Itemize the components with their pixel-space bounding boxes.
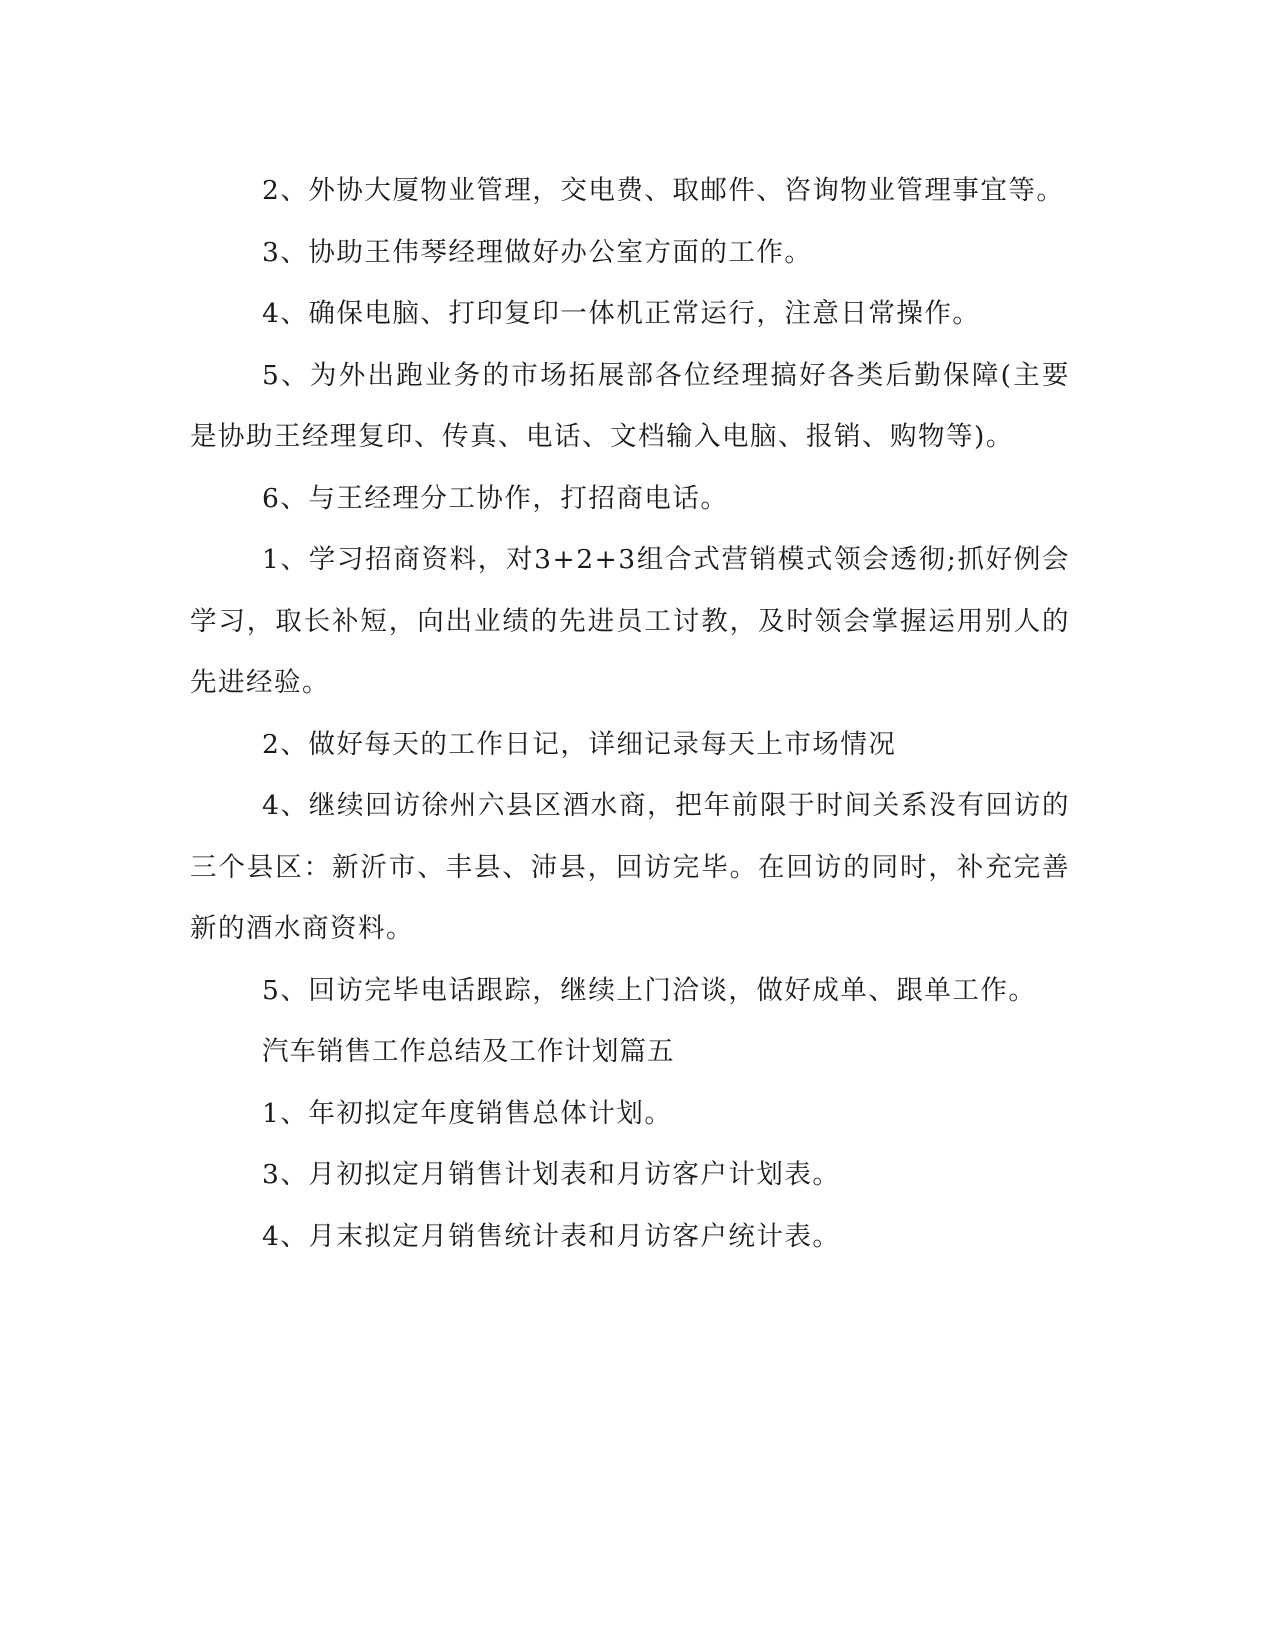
paragraph: 3、协助王伟琴经理做好办公室方面的工作。	[262, 236, 813, 268]
paragraph: 4、确保电脑、打印复印一体机正常运行，注意日常操作。	[262, 298, 981, 329]
paragraph: 1、学习招商资料，对3+2+3组合式营销模式领会透彻;抓好例会学习，取长补短，向出业绩的先进员工讨教，及时领会掌握运用别人的先进经验。	[190, 544, 1070, 698]
paragraph: 3、月初拟定月销售计划表和月访客户计划表。	[262, 1159, 841, 1190]
paragraph: 4、继续回访徐州六县区酒水商，把年前限于时间关系没有回访的三个县区：新沂市、丰县、沛县，回访完毕。在回访的同时，补充完善新的酒水商资料。	[190, 790, 1070, 944]
paragraph: 5、回访完毕电话跟踪，继续上门洽谈，做好成单、跟单工作。	[262, 974, 1037, 1006]
paragraph: 6、与王经理分工协作，打招商电话。	[262, 482, 729, 514]
paragraph: 2、做好每天的工作日记，详细记录每天上市场情况	[262, 728, 897, 760]
paragraph: 5、为外出跑业务的市场拓展部各位经理搞好各类后勤保障(主要是协助王经理复印、传真、电话、文档输入电脑、报销、购物等)。	[190, 359, 1070, 452]
section-heading: 汽车销售工作总结及工作计划篇五	[262, 1036, 675, 1067]
document-body	[190, 160, 1070, 1267]
paragraph: 2、外协大厦物业管理，交电费、取邮件、咨询物业管理事宜等。	[262, 175, 1065, 206]
paragraph: 1、年初拟定年度销售总体计划。	[262, 1097, 673, 1129]
paragraph: 4、月末拟定月销售统计表和月访客户统计表。	[262, 1220, 841, 1252]
